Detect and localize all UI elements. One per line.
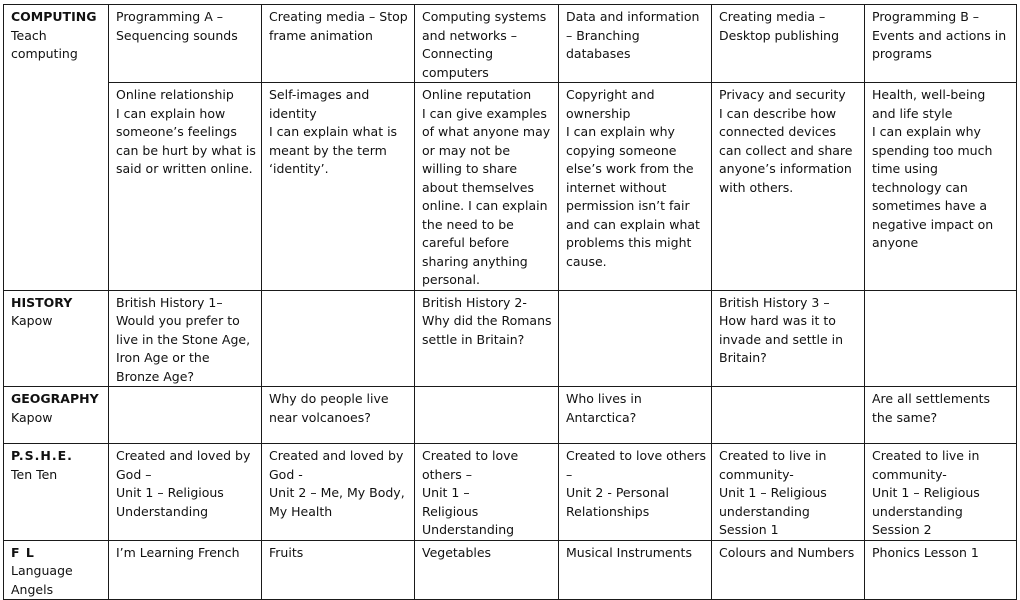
table-cell: Musical Instruments: [559, 540, 712, 600]
subject-subtitle: Teach computing: [11, 27, 78, 61]
table-row-history: [4, 290, 1017, 387]
table-cell: Created to love others – Unit 1 – Religious Understanding: [415, 444, 559, 541]
table-cell: Creating media – Stop frame animation: [262, 5, 415, 83]
subject-cell-computing: [4, 5, 109, 291]
table-cell: [712, 387, 865, 444]
subject-title: HISTORY: [11, 294, 73, 310]
table-cell: Copyright and ownership I can explain why copying someone else’s work from the internet without permission isn’t fair and can explain what problems this might cause.: [559, 83, 712, 291]
subject-subtitle: Kapow: [11, 313, 53, 328]
table-row-geography: [4, 387, 1017, 444]
table-cell: Health, well-being and life style I can explain why spending too much time using technology can sometimes have a negative impact on anyone: [865, 83, 1017, 291]
table-cell: Data and information – Branching databases: [559, 5, 712, 83]
table-cell: British History 2- Why did the Romans settle in Britain?: [415, 290, 559, 387]
table-row-pshe: [4, 444, 1017, 541]
curriculum-table: [3, 4, 1017, 600]
table-cell: Self-images and identity I can explain what is meant by the term ‘identity’.: [262, 83, 415, 291]
subject-subtitle: Language Angels: [11, 563, 73, 597]
table-cell: Created to live in community- Unit 1 – Religious understanding Session 1: [712, 444, 865, 541]
subject-cell-pshe: [4, 444, 109, 541]
table-cell: Programming B – Events and actions in programs: [865, 5, 1017, 83]
table-cell: Fruits: [262, 540, 415, 600]
table-cell: Created to love others – Unit 2 - Personal Relationships: [559, 444, 712, 541]
table-cell: Online relationship I can explain how someone’s feelings can be hurt by what is said or written online.: [109, 83, 262, 291]
table-cell: [559, 290, 712, 387]
table-cell: Colours and Numbers: [712, 540, 865, 600]
table-cell: [109, 387, 262, 444]
table-cell: British History 1– Would you prefer to live in the Stone Age, Iron Age or the Bronze Age?: [109, 290, 262, 387]
table-cell: Computing systems and networks – Connecting computers: [415, 5, 559, 83]
table-row-online-safety: [4, 83, 1017, 291]
table-cell: Phonics Lesson 1: [865, 540, 1017, 600]
table-cell: Created to live in community- Unit 1 – Religious understanding Session 2: [865, 444, 1017, 541]
subject-title: GEOGRAPHY: [11, 391, 99, 406]
table-cell: [262, 290, 415, 387]
subject-title: F L: [11, 544, 35, 560]
table-cell: Created and loved by God – Unit 1 – Religious Understanding: [109, 444, 262, 541]
table-row-fl: [4, 540, 1017, 600]
subject-cell-geography: [4, 387, 109, 444]
subject-title: P.S.H.E.: [11, 448, 73, 463]
table-cell: Are all settlements the same?: [865, 387, 1017, 444]
subject-subtitle: Ten Ten: [11, 466, 58, 482]
table-cell: Created and loved by God - Unit 2 – Me, My Body, My Health: [262, 444, 415, 541]
table-row-computing: [4, 5, 1017, 83]
table-cell: Who lives in Antarctica?: [559, 387, 712, 444]
subject-cell-fl: [4, 540, 109, 600]
subject-subtitle: Kapow: [11, 409, 53, 425]
table-cell: British History 3 – How hard was it to invade and settle in Britain?: [712, 290, 865, 387]
table-cell: Creating media – Desktop publishing: [712, 5, 865, 83]
subject-title: COMPUTING: [11, 9, 97, 24]
table-cell: [415, 387, 559, 444]
table-cell: [865, 290, 1017, 387]
table-cell: I’m Learning French: [109, 540, 262, 600]
table-cell: Why do people live near volcanoes?: [262, 387, 415, 444]
table-cell: Privacy and security I can describe how connected devices can collect and share anyone’s information with others.: [712, 83, 865, 291]
table-cell: Online reputation I can give examples of what anyone may or may not be willing to share about themselves online. I can explain the need to be careful before sharing anything personal.: [415, 83, 559, 291]
table-cell: Vegetables: [415, 540, 559, 600]
table-cell: Programming A – Sequencing sounds: [109, 5, 262, 83]
subject-cell-history: [4, 290, 109, 387]
